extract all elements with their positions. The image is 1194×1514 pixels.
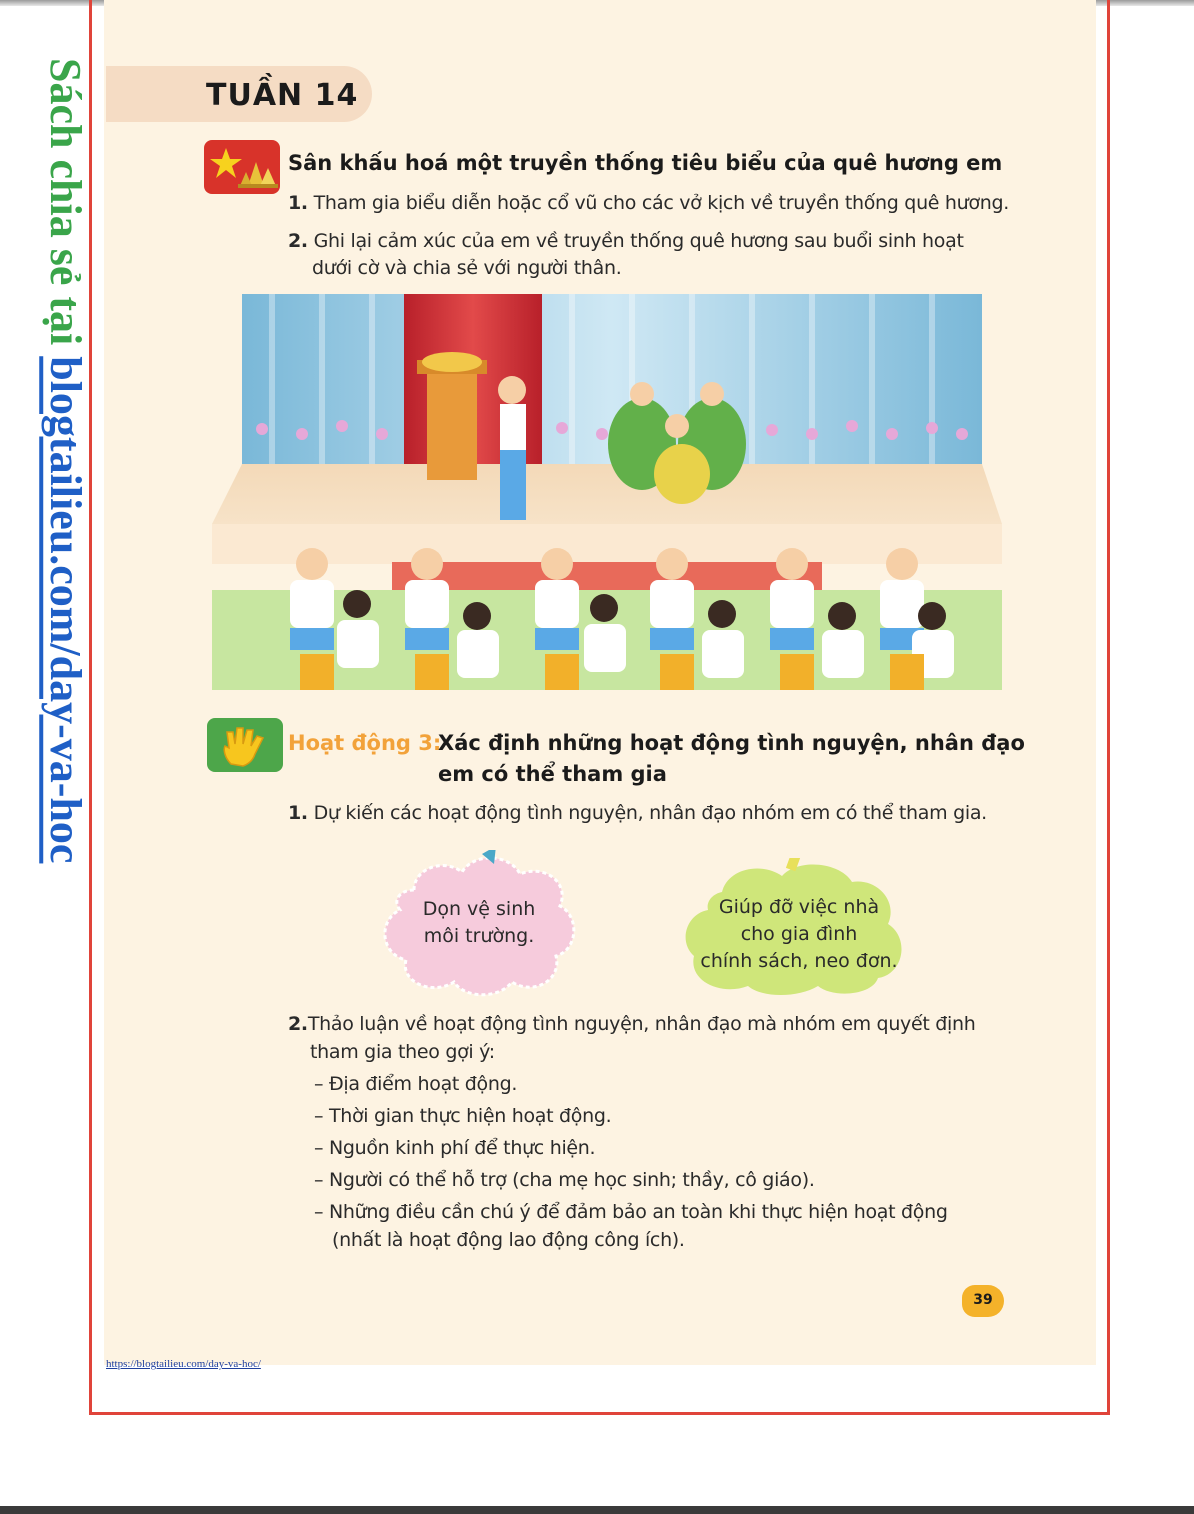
list-item: 1. Tham gia biểu diễn hoặc cổ vũ cho các vở kịch về truyền thống quê hương.: [288, 192, 1009, 214]
list-item: 1. Dự kiến các hoạt động tình nguyện, nhân đạo nhóm em có thể tham gia.: [288, 802, 987, 824]
list-item: 2.Thảo luận về hoạt động tình nguyện, nhân đạo mà nhóm em quyết định: [288, 1013, 976, 1035]
bullet-item: – Những điều cần chú ý để đảm bảo an toàn khi thực hiện hoạt động: [314, 1201, 948, 1223]
hand-icon: [207, 718, 283, 772]
page-number-badge: [962, 1285, 1004, 1317]
bullet-item: – Nguồn kinh phí để thực hiện.: [314, 1137, 596, 1159]
bullet-item: – Địa điểm hoạt động.: [314, 1073, 518, 1095]
bottom-bar: [0, 1506, 1194, 1514]
cloud-pink-text: Dọn vệ sinh môi trường.: [422, 898, 536, 947]
bullet-item: – Người có thể hỗ trợ (cha mẹ học sinh; thầy, cô giáo).: [314, 1169, 815, 1191]
cloud-green-text: Giúp đỡ việc nhà cho gia đình chính sách, neo đơn.: [700, 896, 898, 972]
side-watermark: [40, 58, 90, 1058]
week-banner: [106, 66, 372, 122]
activity-title-cont: em có thể tham gia: [438, 762, 667, 786]
watermark-prefix: Sách chia sẻ tại: [41, 58, 90, 357]
week-label: TUẦN 14: [206, 78, 359, 113]
list-item-continuation: tham gia theo gợi ý:: [310, 1041, 495, 1063]
activity-label: Hoạt động 3:: [288, 731, 442, 755]
bullet-item: – Thời gian thực hiện hoạt động.: [314, 1105, 612, 1127]
bullet-item-continuation: (nhất là hoạt động lao động công ích).: [332, 1229, 685, 1251]
stage-illustration: [212, 294, 1002, 690]
activity-title: Xác định những hoạt động tình nguyện, nhân đạo: [438, 731, 1025, 755]
section-heading: Sân khấu hoá một truyền thống tiêu biểu của quê hương em: [288, 151, 1003, 175]
flag-icon: [204, 140, 280, 194]
list-item: 2. Ghi lại cảm xúc của em về truyền thống quê hương sau buổi sinh hoạt: [288, 230, 964, 252]
list-item-continuation: dưới cờ và chia sẻ với người thân.: [312, 257, 622, 279]
footer-link[interactable]: https://blogtailieu.com/day-va-hoc/: [106, 1358, 261, 1370]
page-number: 39: [973, 1292, 993, 1308]
watermark-link[interactable]: blogtailieu.com/day-va-hoc: [41, 356, 90, 864]
